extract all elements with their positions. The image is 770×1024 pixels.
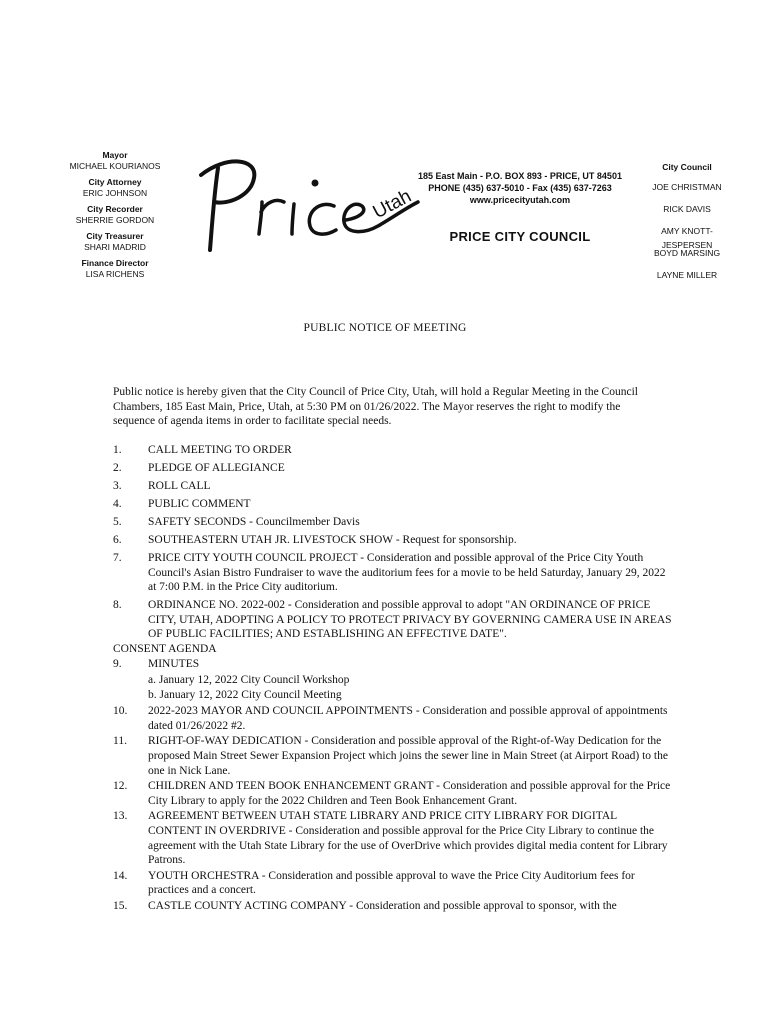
agenda-item-text: SAFETY SECONDS - Councilmember Davis <box>148 515 360 528</box>
agenda-item-text: MINUTES <box>148 658 200 671</box>
agenda-item <box>113 704 673 733</box>
agenda-item-text: 2022-2023 MAYOR AND COUNCIL APPOINTMENTS - Consideration and possible approval of appointments dated 01/26/2022 #2. <box>148 705 668 732</box>
minutes-sublist <box>113 673 673 702</box>
agenda-item <box>113 461 673 476</box>
agenda-item-text: PRICE CITY YOUTH COUNCIL PROJECT - Consideration and possible approval of the Price City Youth Council's Asian Bistro Fundraiser to wave the auditorium fees for a movie to be held Saturday, January 29, 2022 at 7:00 P.M. in the Price City auditorium. <box>148 551 666 594</box>
official-name: ERIC JOHNSON <box>82 188 148 198</box>
agenda-item <box>113 734 673 778</box>
agenda-item-number: 4. <box>113 497 122 510</box>
official-name: SHERRIE GORDON <box>75 215 155 225</box>
agenda-item-text: CHILDREN AND TEEN BOOK ENHANCEMENT GRANT - Consideration and possible approval for the Price City Library to apply for the 2022 Children and Teen Book Enhancement Grant. <box>148 780 671 807</box>
consent-agenda-heading: CONSENT AGENDA <box>113 642 217 655</box>
official-name: SHARI MADRID <box>84 242 146 252</box>
logo-utah-text: Utah <box>369 185 415 224</box>
city-council-list <box>636 162 738 290</box>
agenda-item-text: PLEDGE OF ALLEGIANCE <box>148 461 285 474</box>
agenda-item-number: 3. <box>113 479 122 492</box>
official-name: MICHAEL KOURIANOS <box>69 161 161 171</box>
agenda-item-number: 13. <box>113 810 128 823</box>
agenda-item <box>113 598 673 642</box>
official-mayor <box>60 150 170 172</box>
agenda-item <box>113 657 673 672</box>
council-title: PRICE CITY COUNCIL <box>449 229 591 244</box>
official-recorder <box>60 204 170 226</box>
council-member: LAYNE MILLER <box>656 270 718 280</box>
agenda-item <box>113 899 673 914</box>
agenda-item-number: 9. <box>113 658 122 671</box>
agenda-list <box>113 443 673 914</box>
agenda-item <box>113 497 673 512</box>
address-line: 185 East Main - P.O. BOX 893 - PRICE, UT 84501 <box>418 171 622 181</box>
agenda-item <box>113 515 673 530</box>
agenda-item-text: PUBLIC COMMENT <box>148 497 251 510</box>
agenda-item-number: 7. <box>113 551 122 564</box>
agenda-item <box>113 809 673 867</box>
officials-list <box>60 150 170 285</box>
official-attorney <box>60 177 170 199</box>
official-role: City Treasurer <box>86 231 144 241</box>
official-role: Finance Director <box>81 258 149 268</box>
agenda-item <box>113 779 673 808</box>
agenda-item-number: 2. <box>113 461 122 474</box>
official-role: City Recorder <box>87 204 143 214</box>
notice-intro: Public notice is hereby given that the City Council of Price City, Utah, will hold a Regular Meeting in the Council Chambers, 185 East Main, Price, Utah, at 5:30 PM on 01/26/2022. The Mayor reserves the right to modify the sequence of agenda items in order to facilitate special needs. <box>113 386 638 427</box>
official-name: LISA RICHENS <box>85 269 145 279</box>
official-finance <box>60 258 170 280</box>
agenda-item-number: 8. <box>113 599 122 612</box>
agenda-item-number: 5. <box>113 515 122 528</box>
council-member: BOYD MARSING <box>653 248 721 258</box>
agenda-item-number: 1. <box>113 444 122 456</box>
agenda-item-text: YOUTH ORCHESTRA - Consideration and possible approval to wave the Price City Auditorium fees for practices and a concert. <box>148 869 635 897</box>
official-role: Mayor <box>102 150 128 160</box>
council-member: AMY KNOTT-JESPERSEN <box>661 226 713 250</box>
agenda-item-number: 10. <box>113 705 128 718</box>
agenda-item <box>113 869 673 898</box>
agenda-item-text: AGREEMENT BETWEEN UTAH STATE LIBRARY AND PRICE CITY LIBRARY FOR DIGITAL CONTENT IN OVERDRIVE - Consideration and possible approval for the Price City Library to continue the agreement with the Utah State Library for the use of OverDrive which provides digital media content for Library Patrons. <box>148 810 668 867</box>
council-heading: City Council <box>662 162 712 172</box>
notice-title: PUBLIC NOTICE OF MEETING <box>303 322 467 334</box>
agenda-item-number: 11. <box>113 735 127 748</box>
agenda-item-text: CALL MEETING TO ORDER <box>148 444 292 456</box>
official-treasurer <box>60 231 170 253</box>
official-role: City Attorney <box>88 177 142 187</box>
phone-fax-line: PHONE (435) 637-5010 - Fax (435) 637-7263 <box>428 183 612 193</box>
agenda-item-text: ROLL CALL <box>148 479 211 492</box>
agenda-item-number: 15. <box>113 899 128 912</box>
agenda-item <box>113 479 673 494</box>
agenda-item <box>113 443 673 458</box>
agenda-item <box>113 551 673 595</box>
agenda-item-number: 14. <box>113 869 128 882</box>
minutes-subitem: a. January 12, 2022 City Council Workshop <box>148 674 350 687</box>
council-member: RICK DAVIS <box>663 204 711 214</box>
website-line: www.pricecityutah.com <box>469 195 571 205</box>
minutes-subitem: b. January 12, 2022 City Council Meeting <box>148 688 342 701</box>
agenda-item-text: CASTLE COUNTY ACTING COMPANY - Consideration and possible approval to sponsor, with the <box>148 899 617 912</box>
city-address-block <box>405 170 635 206</box>
agenda-item-text: RIGHT-OF-WAY DEDICATION - Consideration and possible approval of the Right-of-Way Dedication for the proposed Main Street Sewer Expansion Project which joins the sewer line in Main Street (at Airport Road) to the one in Nick Lane. <box>148 735 668 777</box>
agenda-item-text: SOUTHEASTERN UTAH JR. LIVESTOCK SHOW - Request for sponsorship. <box>148 533 517 546</box>
agenda-item-number: 12. <box>113 780 128 793</box>
agenda-item-text: ORDINANCE NO. 2022-002 - Consideration and possible approval to adopt "AN ORDINANCE OF PRICE CITY, UTAH, ADOPTING A POLICY TO PROTECT PRIVACY BY GOVERNING CAMERA USE IN AREAS OF PUBLIC FACILITIES; AND ESTABLISHING AN EFFECTIVE DATE". <box>148 599 672 641</box>
council-member: JOE CHRISTMAN <box>652 182 722 192</box>
agenda-item-number: 6. <box>113 533 122 546</box>
agenda-item <box>113 533 673 548</box>
